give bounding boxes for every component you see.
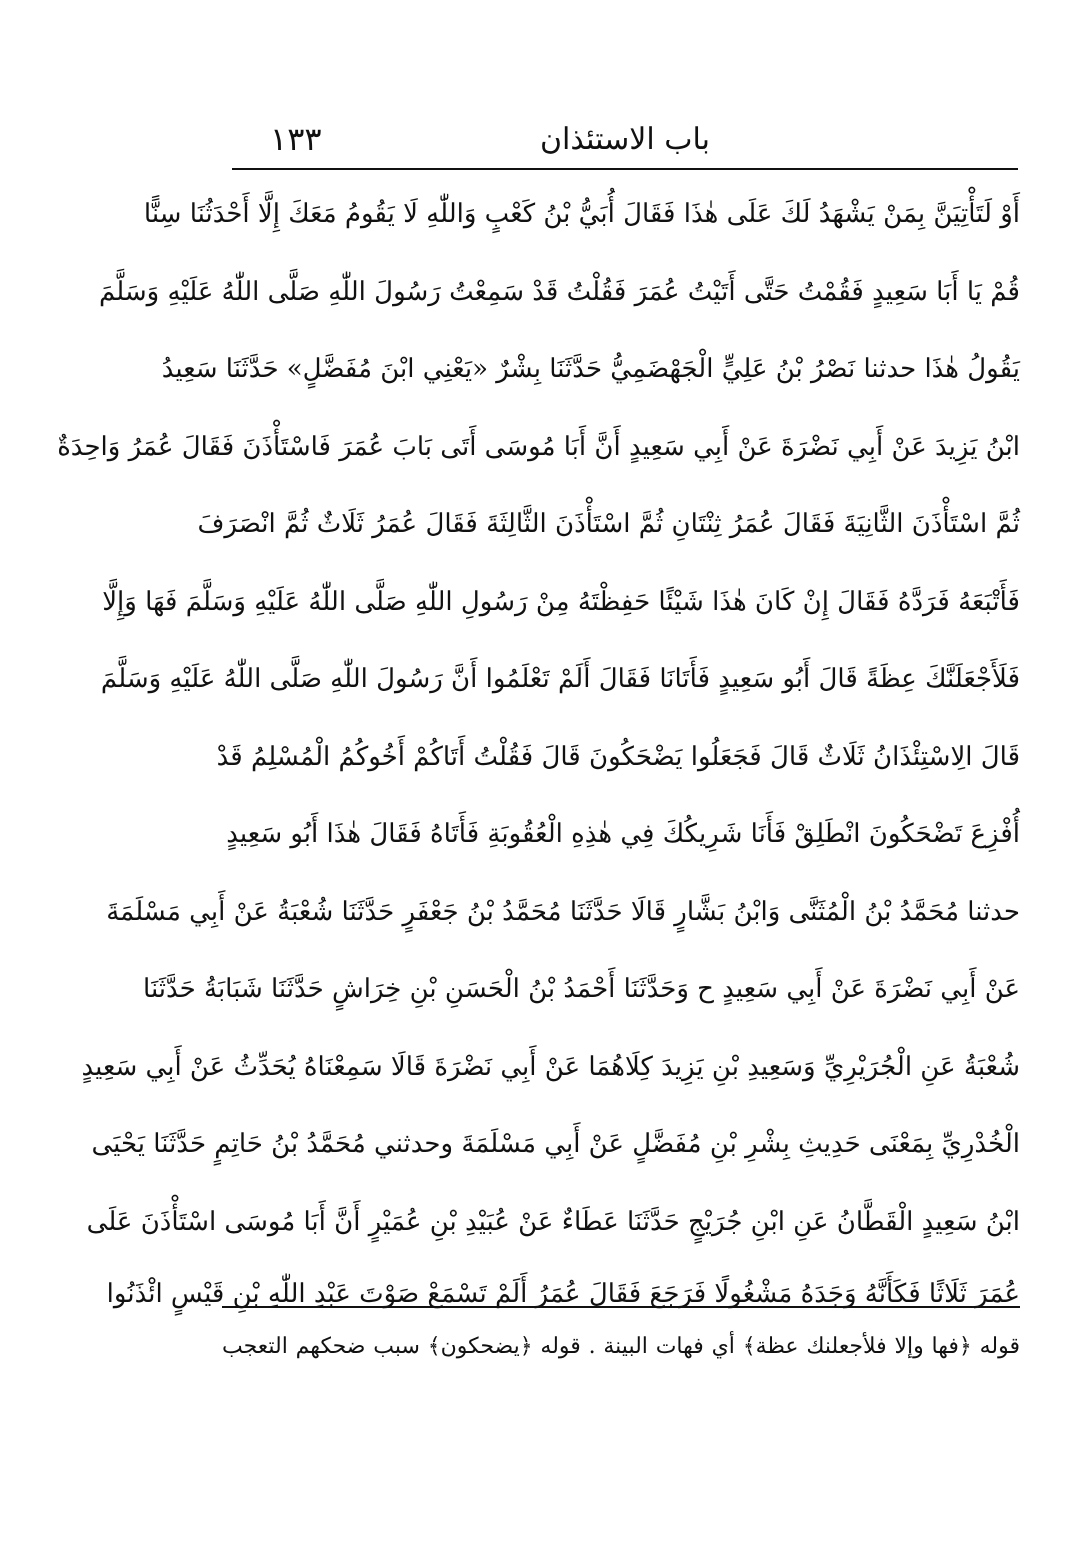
text-line: ثُمَّ اسْتَأْذَنَ الثَّانِيَةَ فَقَالَ عُمَرُ ثِنْتَانِ ثُمَّ اسْتَأْذَنَ الثَّالِثَةَ فَقَالَ عُمَرُ ثَلَاثٌ ثُمَّ انْصَرَفَ [197, 509, 1020, 539]
footnote: قوله ﴿فها وإلا فلأجعلنك عظة﴾ أي فهات البينة . قوله ﴿يضحكون﴾ سبب ضحكهم التعجب [222, 1334, 1020, 1359]
text-line: قُمْ يَا أَبَا سَعِيدٍ فَقُمْتُ حَتَّى أَتَيْتُ عُمَرَ فَقُلْتُ قَدْ سَمِعْتُ رَسُولَ اللّٰهِ صَلَّى اللّٰهُ عَلَيْهِ وَسَلَّمَ [98, 276, 1020, 307]
footnote-divider [222, 1306, 1020, 1308]
text-line: يَقُولُ هٰذَا حدثنا نَصْرُ بْنُ عَلِيٍّ الْجَهْضَمِيُّ حَدَّثَنَا بِشْرٌ «يَعْنِي ابْنَ مُفَضَّلٍ» حَدَّثَنَا سَعِيدُ [161, 354, 1020, 384]
text-line: حدثنا مُحَمَّدُ بْنُ الْمُثَنَّى وَابْنُ بَشَّارٍ قَالَا حَدَّثَنَا مُحَمَّدُ بْنُ جَعْفَرٍ حَدَّثَنَا شُعْبَةُ عَنْ أَبِي مَسْلَمَةَ [106, 896, 1020, 927]
header-divider [232, 168, 1018, 170]
text-line: عُمَرَ ثَلَاثًا فَكَأَنَّهُ وَجَدَهُ مَشْغُولًا فَرَجَعَ فَقَالَ عُمَرُ أَلَمْ تَسْمَعْ صَوْتَ عَبْدِ اللّٰهِ بْنِ قَيْسٍ ائْذَنُوا [106, 1279, 1020, 1309]
text-line: عَنْ أَبِي نَضْرَةَ عَنْ أَبِي سَعِيدٍ ح وَحَدَّثَنَا أَحْمَدُ بْنُ الْحَسَنِ بْنِ خِرَاشٍ حَدَّثَنَا شَبَابَةُ حَدَّثَنَا [143, 974, 1020, 1004]
text-line: أَوْ لَتَأْتِيَنَّ بِمَنْ يَشْهَدُ لَكَ عَلَى هٰذَا فَقَالَ أُبَيُّ بْنُ كَعْبٍ وَاللّٰهِ لَا يَقُومُ مَعَكَ إِلَّا أَحْدَثُنَا سِنًّا [143, 199, 1020, 229]
page-header [232, 118, 1018, 164]
text-line: فَلَأَجْعَلَنَّكَ عِظَةً قَالَ أَبُو سَعِيدٍ فَأَتَانَا فَقَالَ أَلَمْ تَعْلَمُوا أَنَّ رَسُولَ اللّٰهِ صَلَّى اللّٰهُ عَلَيْهِ وَسَلَّمَ [100, 664, 1020, 694]
text-line: شُعْبَةُ عَنِ الْجُرَيْرِيِّ وَسَعِيدِ بْنِ يَزِيدَ كِلَاهُمَا عَنْ أَبِي نَضْرَةَ قَالَا سَمِعْنَاهُ يُحَدِّثُ عَنْ أَبِي سَعِيدٍ [81, 1051, 1020, 1082]
text-line: فَأَتْبَعَهُ فَرَدَّهُ فَقَالَ إِنْ كَانَ هٰذَا شَيْئًا حَفِظْتَهُ مِنْ رَسُولِ اللّٰهِ صَلَّى اللّٰهُ عَلَيْهِ وَسَلَّمَ فَهَا وَإِلَّا [102, 586, 1020, 617]
text-line: أُفْزِعَ تَضْحَكُونَ انْطَلِقْ فَأَنَا شَرِيكُكَ فِي هٰذِهِ الْعُقُوبَةِ فَأَتَاهُ فَقَالَ هٰذَا أَبُو سَعِيدٍ [226, 819, 1020, 849]
page-number: ١٣٣ [270, 120, 322, 158]
hadith-text-block [57, 176, 1020, 1327]
text-line: الْخُدْرِيِّ بِمَعْنَى حَدِيثِ بِشْرِ بْنِ مُفَضَّلٍ عَنْ أَبِي مَسْلَمَةَ وحدثني مُحَمَّدُ بْنُ حَاتِمٍ حَدَّثَنَا يَحْيَى [91, 1129, 1020, 1159]
text-line: قَالَ الِاسْتِئْذَانُ ثَلَاثٌ قَالَ فَجَعَلُوا يَضْحَكُونَ قَالَ فَقُلْتُ أَتَاكُمْ أَخُوكُمُ الْمُسْلِمُ قَدْ [216, 741, 1020, 772]
text-line: ابْنُ سَعِيدٍ الْقَطَّانُ عَنِ ابْنِ جُرَيْجٍ حَدَّثَنَا عَطَاءٌ عَنْ عُبَيْدِ بْنِ عُمَيْرٍ أَنَّ أَبَا مُوسَى اسْتَأْذَنَ عَلَى [86, 1206, 1020, 1237]
page-title: باب الاستئذان [539, 122, 711, 157]
text-line: ابْنُ يَزِيدَ عَنْ أَبِي نَضْرَةَ عَنْ أَبِي سَعِيدٍ أَنَّ أَبَا مُوسَى أَتَى بَابَ عُمَرَ فَاسْتَأْذَنَ فَقَالَ عُمَرُ وَاحِدَةٌ [57, 431, 1020, 462]
